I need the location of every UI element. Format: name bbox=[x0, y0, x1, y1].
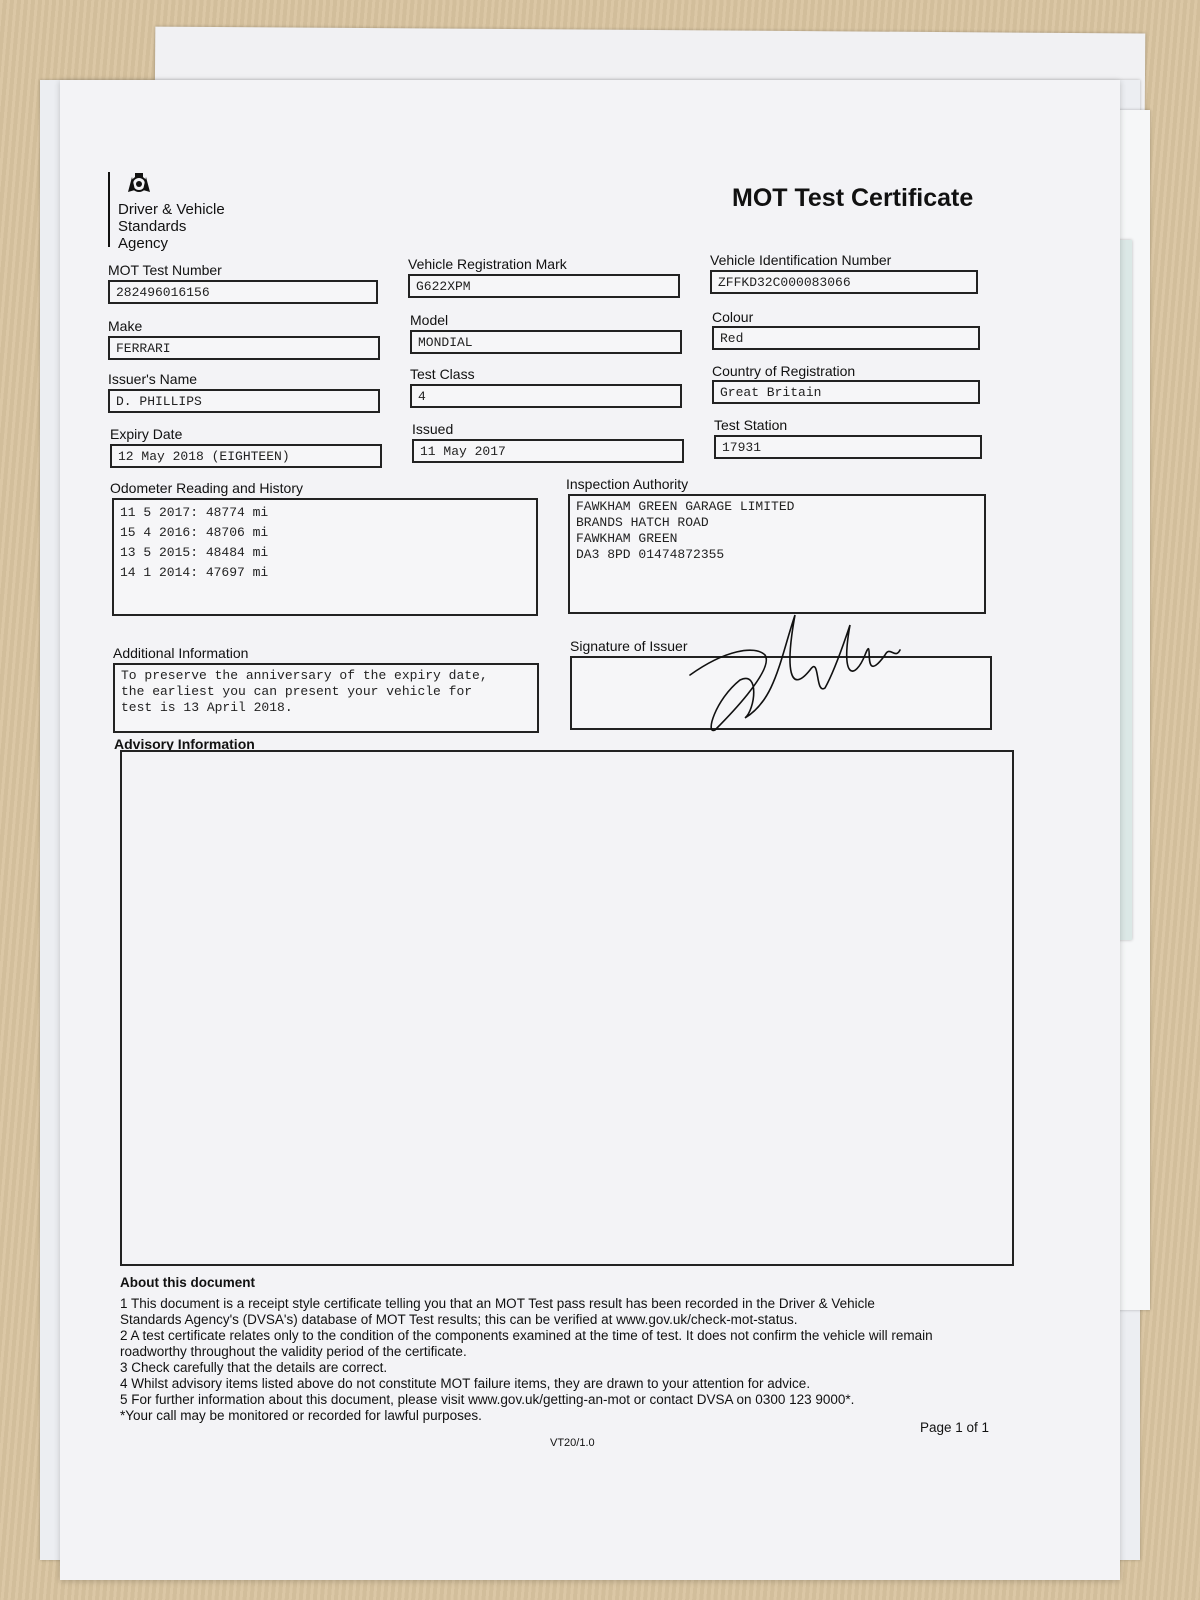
issuer-name-label: Issuer's Name bbox=[108, 371, 198, 387]
test-station-label: Test Station bbox=[714, 417, 788, 433]
additional-info-label: Additional Information bbox=[113, 645, 249, 661]
agency-logo bbox=[108, 172, 225, 252]
agency-line: Driver & Vehicle bbox=[118, 201, 225, 218]
page-number: Page 1 of 1 bbox=[920, 1420, 990, 1435]
vin-value: ZFFKD32C000083066 bbox=[710, 270, 978, 294]
agency-line: Agency bbox=[118, 235, 169, 252]
certificate-page bbox=[60, 80, 1120, 1580]
model-label: Model bbox=[410, 312, 449, 328]
advisory-info-label: Advisory Information bbox=[114, 736, 255, 752]
country-value: Great Britain bbox=[712, 380, 980, 404]
about-title: About this document bbox=[120, 1275, 255, 1290]
issued-value: 11 May 2017 bbox=[412, 439, 684, 463]
test-class-value: 4 bbox=[410, 384, 682, 408]
model-value: MONDIAL bbox=[410, 330, 682, 354]
odometer-history: 11 5 2017: 48774 mi 15 4 2016: 48706 mi 13 5 2015: 48484 mi 14 1 2014: 47697 mi bbox=[112, 498, 538, 616]
about-line: *Your call may be monitored or recorded for lawful purposes. bbox=[120, 1408, 482, 1423]
expiry-value: 12 May 2018 (EIGHTEEN) bbox=[110, 444, 382, 468]
about-line: roadworthy throughout the validity period of the certificate. bbox=[120, 1344, 467, 1359]
agency-name bbox=[118, 201, 225, 252]
about-line: Standards Agency's (DVSA's) database of MOT Test results; this can be verified at www.gov.uk/check-mot-status. bbox=[120, 1312, 798, 1327]
country-label: Country of Registration bbox=[712, 363, 856, 379]
issued-label: Issued bbox=[412, 421, 454, 437]
about-line: 2 A test certificate relates only to the condition of the components examined at the time of test. It does not confirm the vehicle will remain bbox=[120, 1328, 933, 1343]
test-station-value: 17931 bbox=[714, 435, 982, 459]
vin-label: Vehicle Identification Number bbox=[710, 252, 892, 268]
about-line: 3 Check carefully that the details are correct. bbox=[120, 1360, 388, 1375]
certificate-title: MOT Test Certificate bbox=[732, 184, 974, 212]
advisory-info-box bbox=[120, 750, 1014, 1266]
colour-value: Red bbox=[712, 326, 980, 350]
colour-label: Colour bbox=[712, 309, 754, 325]
test-number-label: MOT Test Number bbox=[108, 262, 222, 278]
inspection-authority-address: FAWKHAM GREEN GARAGE LIMITED BRANDS HATCH ROAD FAWKHAM GREEN DA3 8PD 01474872355 bbox=[568, 494, 986, 614]
test-class-label: Test Class bbox=[410, 366, 475, 382]
about-section bbox=[120, 1275, 1020, 1424]
registration-value: G622XPM bbox=[408, 274, 680, 298]
registration-label: Vehicle Registration Mark bbox=[408, 256, 567, 272]
signature-label: Signature of Issuer bbox=[570, 638, 688, 654]
royal-crest-icon bbox=[124, 172, 154, 196]
make-label: Make bbox=[108, 318, 143, 334]
about-line: 1 This document is a receipt style certificate telling you that an MOT Test pass result has been recorded in the Driver & Vehicle bbox=[120, 1296, 875, 1311]
make-value: FERRARI bbox=[108, 336, 380, 360]
about-line: 4 Whilst advisory items listed above do not constitute MOT failure items, they are drawn to your attention for advice. bbox=[120, 1376, 811, 1391]
form-code: VT20/1.0 bbox=[550, 1437, 595, 1449]
agency-line: Standards bbox=[118, 218, 187, 235]
test-number-value: 282496016156 bbox=[108, 280, 378, 304]
about-line: 5 For further information about this document, please visit www.gov.uk/getting-an-mot or contact DVSA on 0300 123 9000*. bbox=[120, 1392, 855, 1407]
issuer-name-value: D. PHILLIPS bbox=[108, 389, 380, 413]
expiry-label: Expiry Date bbox=[110, 426, 183, 442]
inspection-authority-label: Inspection Authority bbox=[566, 476, 689, 492]
issuer-signature-image bbox=[685, 600, 915, 735]
odometer-label: Odometer Reading and History bbox=[110, 480, 303, 496]
additional-info-text: To preserve the anniversary of the expiry date, the earliest you can present your vehicle for test is 13 April 2018. bbox=[113, 663, 539, 733]
